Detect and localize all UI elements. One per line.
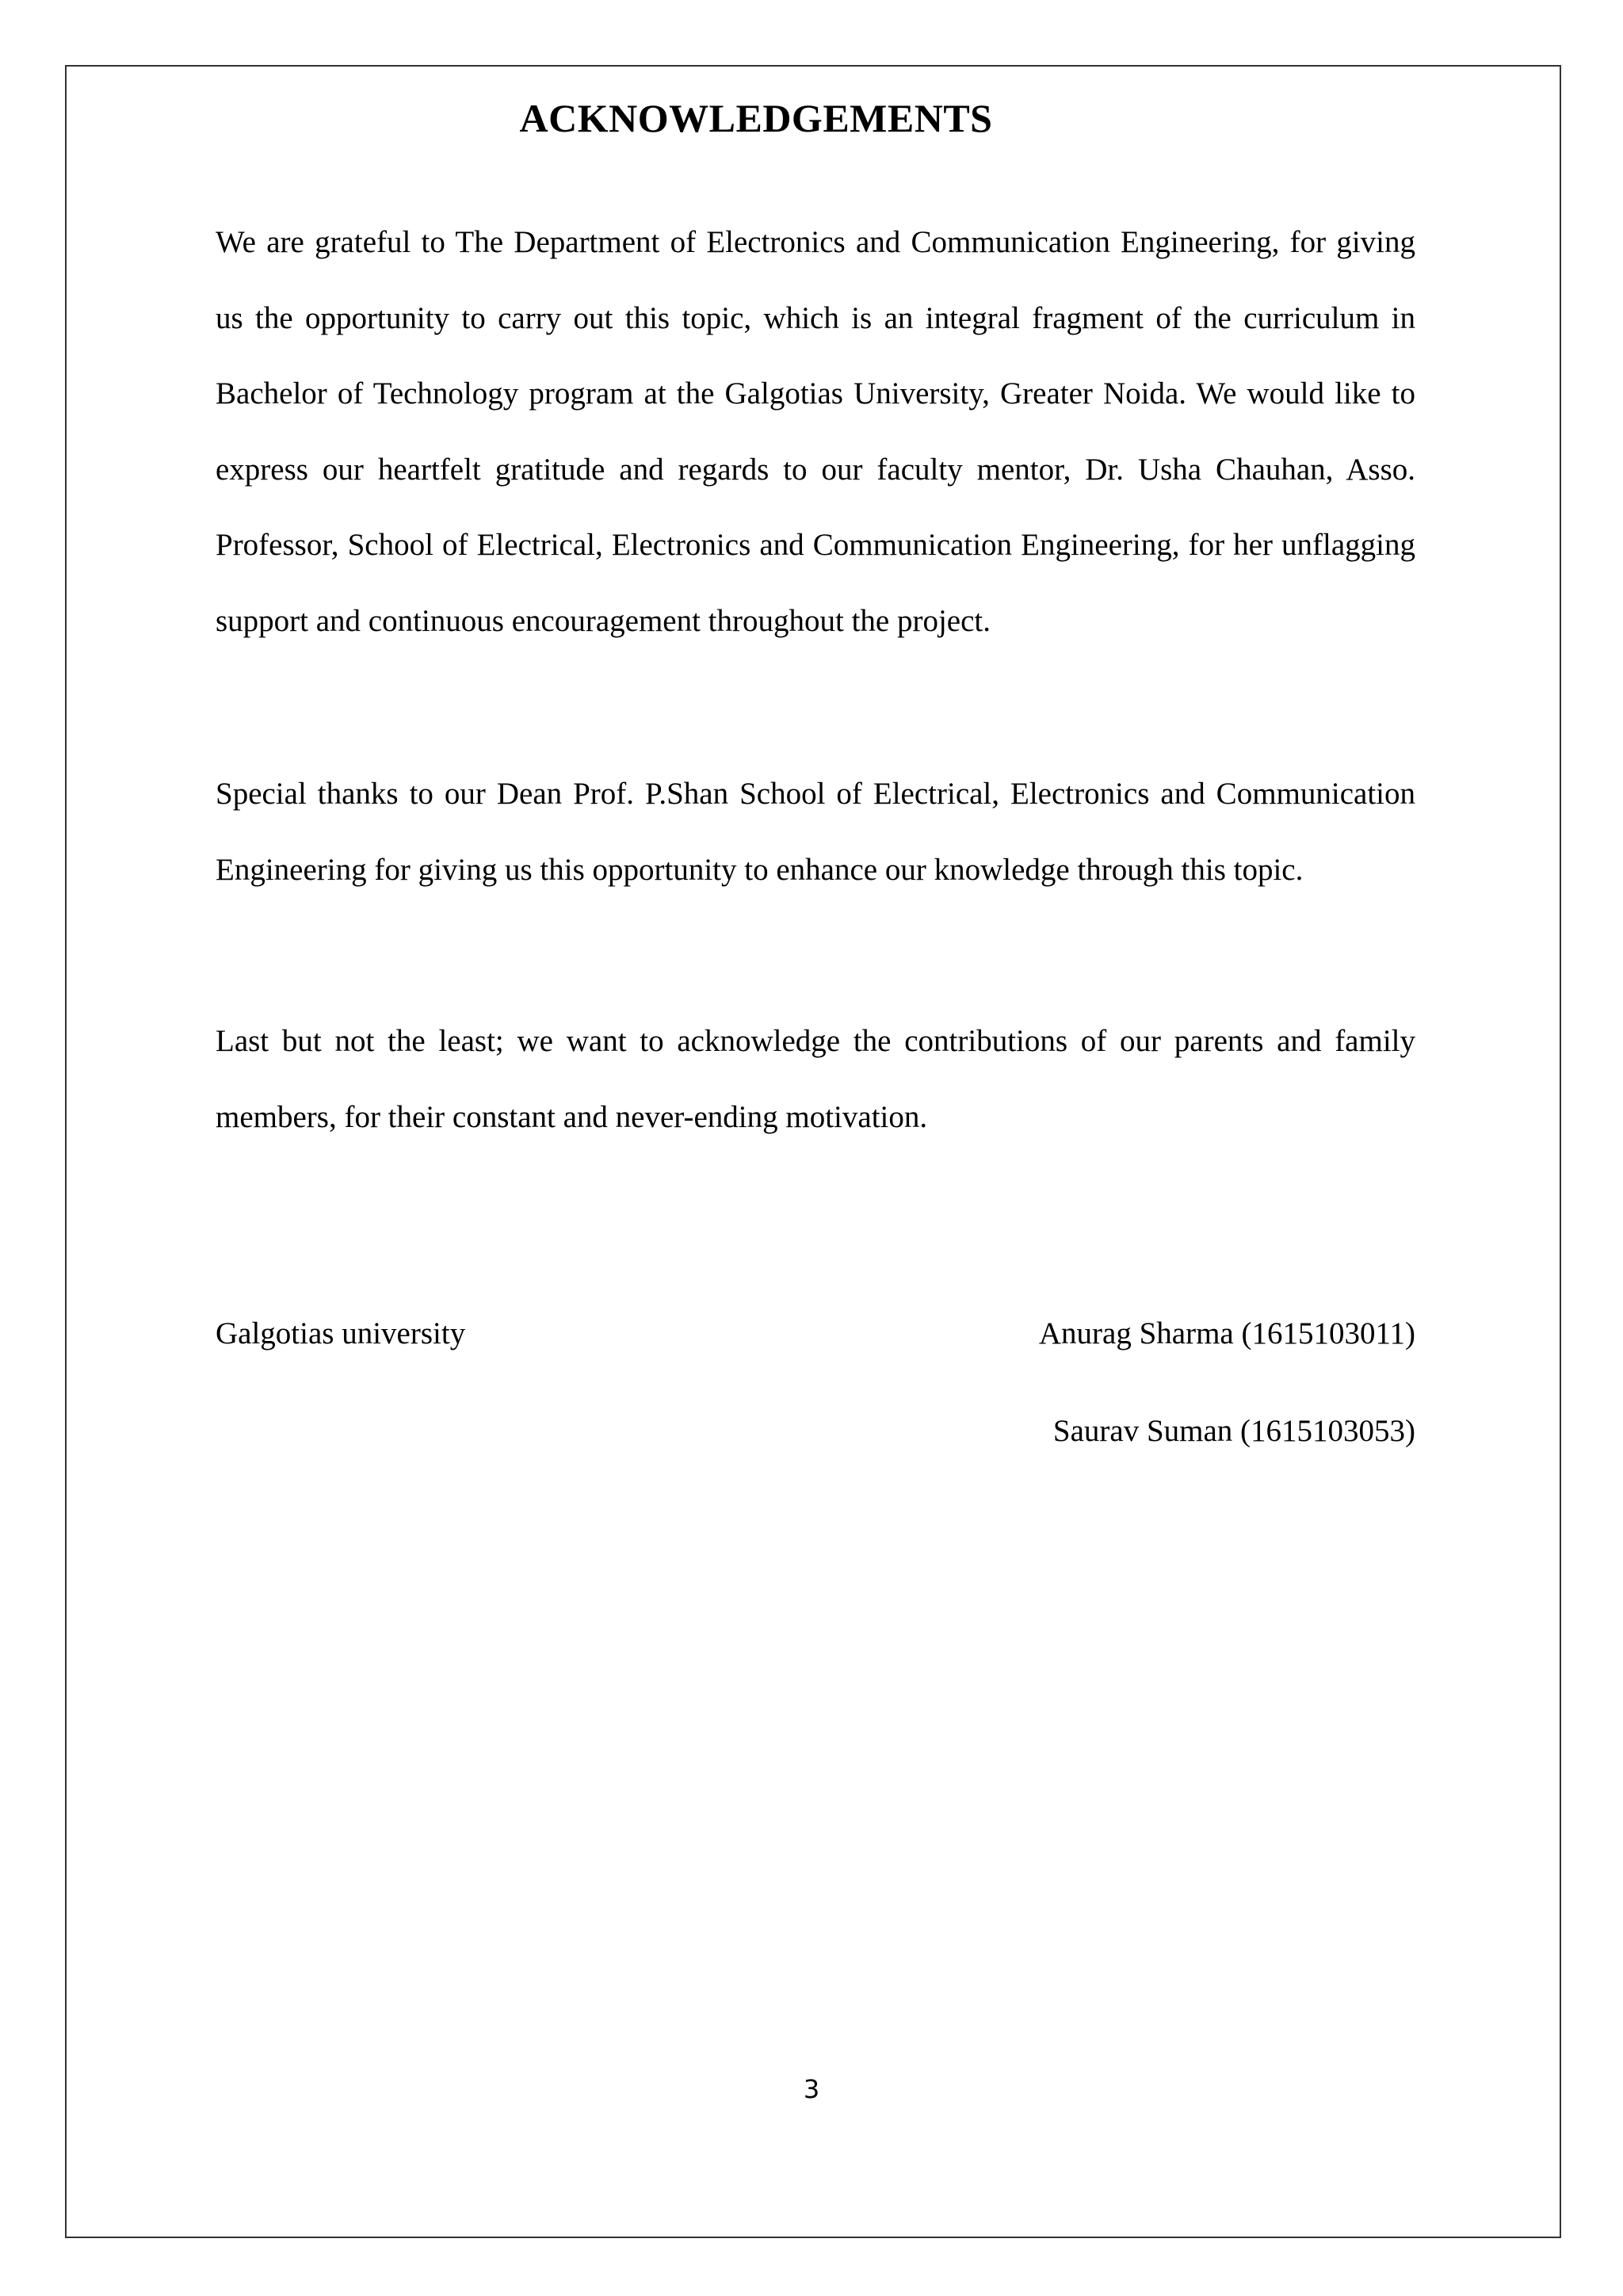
paragraph-gratitude: We are grateful to The Department of Electronics and Communication Engineering, for giving us the opportunity to carry out this topic, which is an integral fragment of the curriculum in Bachelor of Technology program at the Galgotias University, Greater Noida. We would like to express our heartfelt gratitude and regards to our faculty mentor, Dr. Usha Chauhan, Asso. Professor, School of Electrical, Electronics and Communication Engineering, for her unflagging support and continuous encouragement throughout the project.: [216, 225, 1415, 638]
page-title: ACKNOWLEDGEMENTS: [519, 96, 993, 140]
paragraph-family-thanks: Last but not the least; we want to acknowledge the contributions of our parents and family members, for their constant and never-ending motivation.: [216, 1024, 1415, 1134]
paragraph-dean-thanks: Special thanks to our Dean Prof. P.Shan School of Electrical, Electronics and Communication Engineering for giving us this opportunity to enhance our knowledge through this topic.: [216, 777, 1415, 887]
signatory-1: Anurag Sharma (1615103011): [1038, 1316, 1415, 1350]
page-number: 3: [803, 2074, 820, 2104]
institution-name: Galgotias university: [216, 1316, 466, 1350]
signatory-2: Saurav Suman (1615103053): [1052, 1414, 1415, 1448]
